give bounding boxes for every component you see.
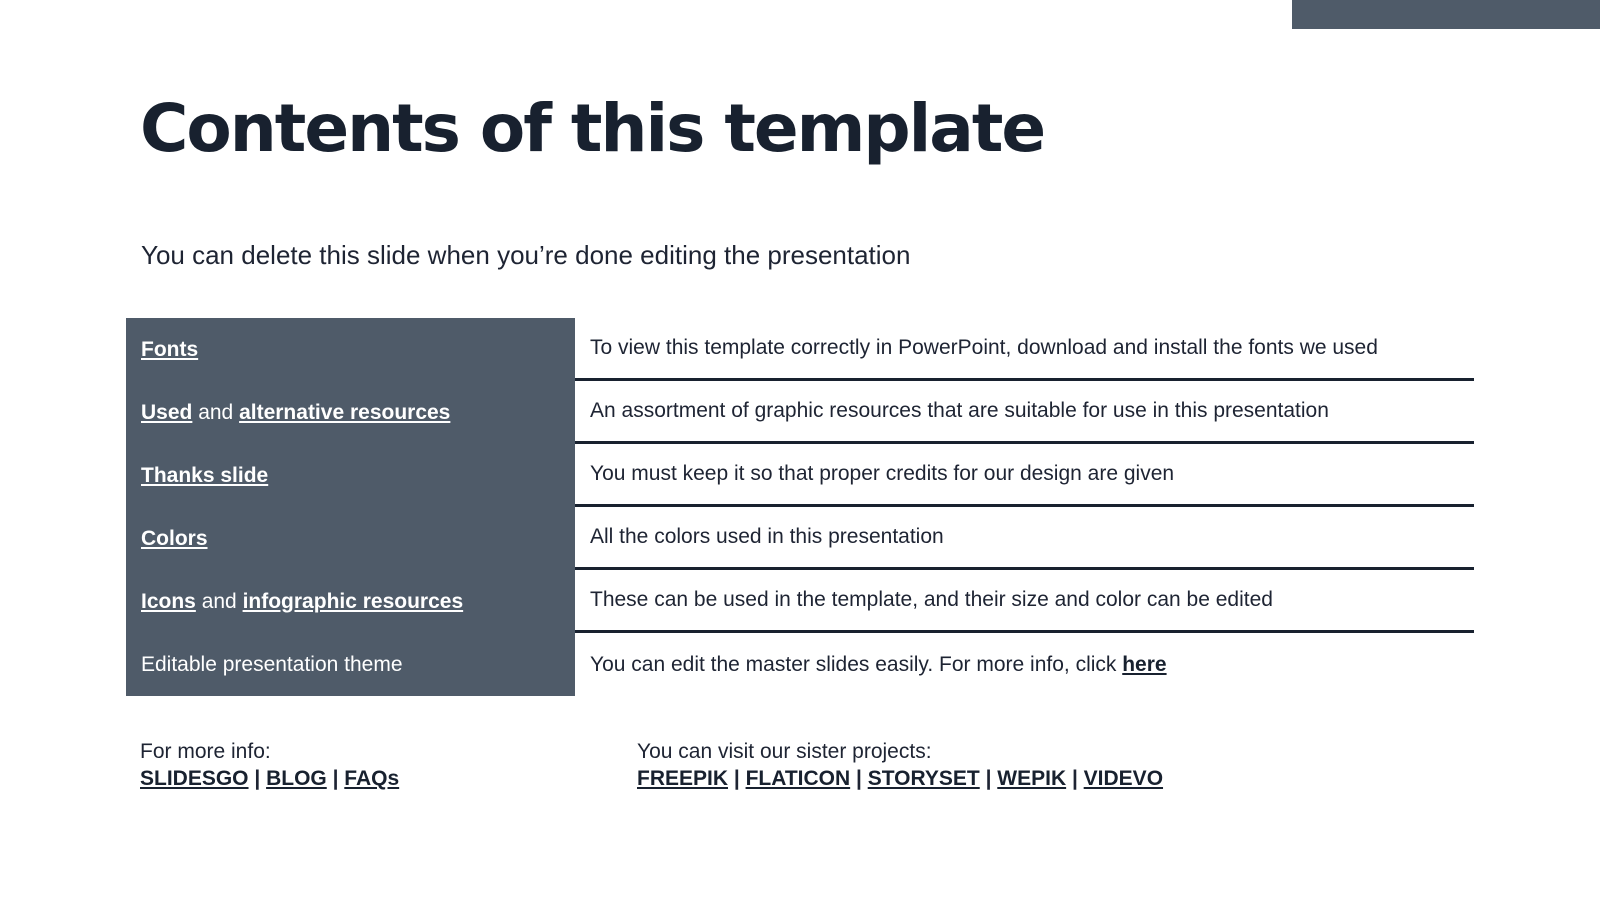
table-row — [126, 381, 1474, 444]
blog-link[interactable]: BLOG — [266, 767, 327, 790]
row-description: These can be used in the template, and their size and color can be edited — [575, 570, 1474, 633]
row-label-cell — [126, 570, 575, 633]
row-label-cell — [126, 507, 575, 570]
page-title: Contents of this template — [140, 90, 1045, 167]
link-separator: | — [979, 767, 998, 790]
corner-accent-bar — [1292, 0, 1600, 29]
page-subtitle: You can delete this slide when you’re done editing the presentation — [141, 240, 911, 270]
fonts-link[interactable]: Fonts — [141, 337, 199, 361]
faqs-link[interactable]: FAQs — [344, 767, 400, 790]
icons-link[interactable]: Icons — [141, 589, 196, 613]
connector-text: and — [195, 589, 243, 613]
table-row — [126, 318, 1474, 381]
table-row — [126, 570, 1474, 633]
more-info-links — [140, 765, 399, 792]
storyset-link[interactable]: STORYSET — [867, 767, 980, 790]
row-label-cell — [126, 633, 575, 696]
row-label-cell — [126, 444, 575, 507]
freepik-link[interactable]: FREEPIK — [637, 767, 729, 790]
wepik-link[interactable]: WEPIK — [997, 767, 1067, 790]
row-label-cell — [126, 381, 575, 444]
row-description — [575, 633, 1474, 696]
contents-table — [126, 318, 1474, 696]
sister-projects-links — [637, 765, 1163, 792]
used-resources-link[interactable]: Used — [141, 400, 193, 424]
table-row — [126, 633, 1474, 696]
link-separator: | — [850, 767, 868, 790]
table-row — [126, 444, 1474, 507]
colors-link[interactable]: Colors — [141, 526, 208, 550]
flaticon-link[interactable]: FLATICON — [745, 767, 851, 790]
link-separator: | — [326, 767, 345, 790]
slidesgo-link[interactable]: SLIDESGO — [140, 767, 249, 790]
row-description-text: You can edit the master slides easily. For more info, click — [590, 652, 1123, 676]
row-label-cell — [126, 318, 575, 381]
table-row — [126, 507, 1474, 570]
here-link[interactable]: here — [1122, 652, 1167, 676]
thanks-slide-link[interactable]: Thanks slide — [141, 463, 269, 487]
sister-projects-footer — [637, 738, 1163, 792]
more-info-footer — [140, 738, 399, 792]
connector-text: and — [192, 400, 240, 424]
row-description: All the colors used in this presentation — [575, 507, 1474, 570]
row-description: You must keep it so that proper credits for our design are given — [575, 444, 1474, 507]
row-description: An assortment of graphic resources that are suitable for use in this presentation — [575, 381, 1474, 444]
link-separator: | — [248, 767, 267, 790]
link-separator: | — [1066, 767, 1084, 790]
row-description: To view this template correctly in PowerPoint, download and install the fonts we used — [575, 318, 1474, 381]
sister-projects-label: You can visit our sister projects: — [637, 740, 932, 763]
more-info-label: For more info: — [140, 740, 271, 763]
link-separator: | — [728, 767, 746, 790]
infographic-resources-link[interactable]: infographic resources — [242, 589, 464, 613]
alternative-resources-link[interactable]: alternative resources — [239, 400, 451, 424]
editable-theme-label: Editable presentation theme — [141, 652, 403, 676]
videvo-link[interactable]: VIDEVO — [1083, 767, 1164, 790]
